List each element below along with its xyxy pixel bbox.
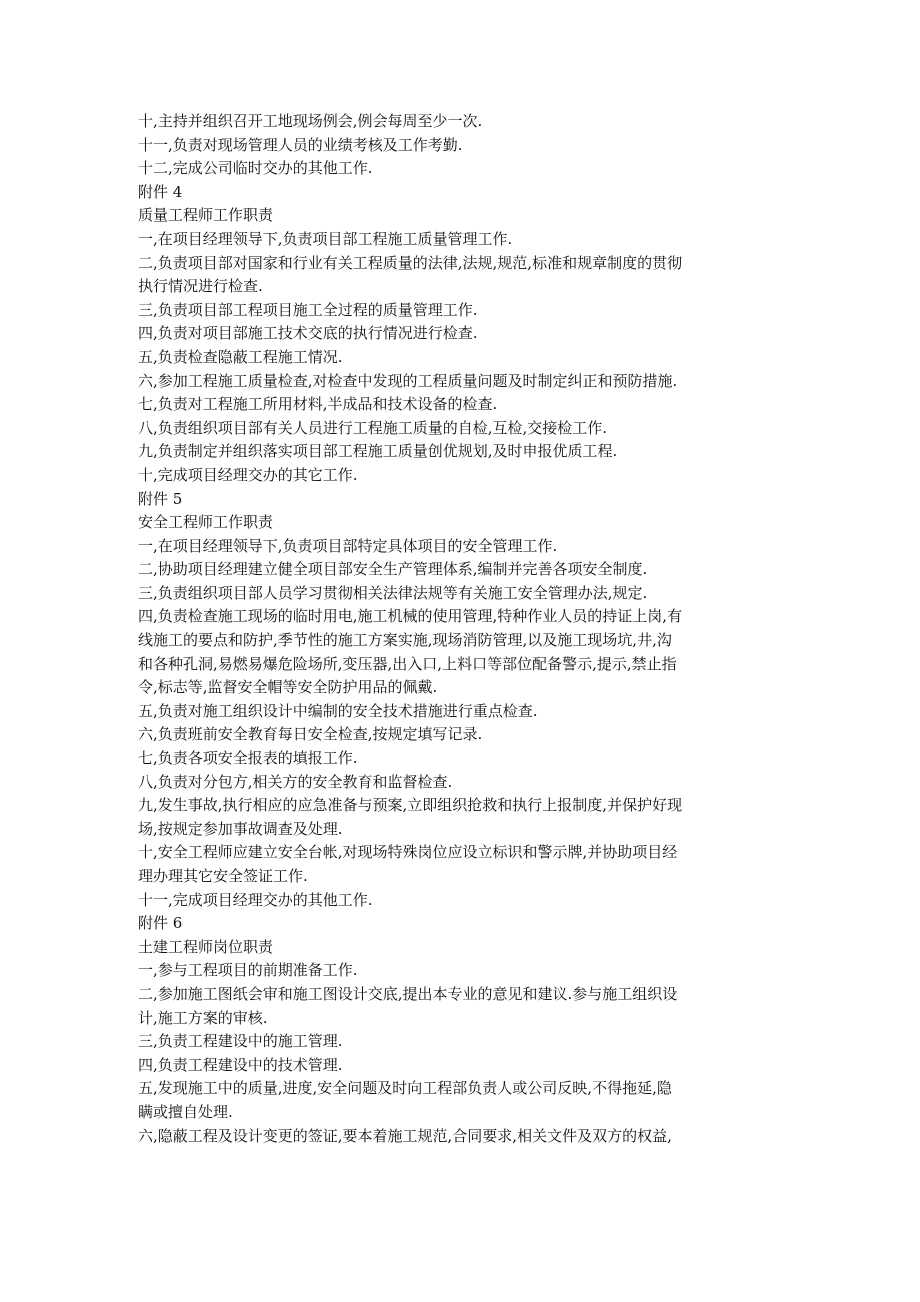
text-line: 六,隐蔽工程及设计变更的签证,要本着施工规范,合同要求,相关文件及双方的权益,: [138, 1126, 672, 1145]
text-line: 五,负责对施工组织设计中编制的安全技术措施进行重点检查.: [138, 701, 538, 720]
text-line: 一,参与工程项目的前期准备工作.: [138, 961, 358, 980]
text-line: 六,负责班前安全教育每日安全检查,按规定填写记录.: [138, 725, 483, 744]
text-line: 八,负责对分包方,相关方的安全教育和监督检查.: [138, 772, 453, 791]
text-line: 和各种孔洞,易燃易爆危险场所,变压器,出入口,上料口等部位配备警示,提示,禁止指: [138, 654, 677, 673]
text-line: 四,负责工程建设中的技术管理.: [138, 1055, 343, 1074]
appendix-label: 附件 6: [138, 914, 183, 933]
text-line: 十,完成项目经理交办的其它工作.: [138, 465, 358, 484]
text-line: 计,施工方案的审核.: [138, 1008, 268, 1027]
text-line: 执行情况进行检查.: [138, 277, 263, 296]
text-line: 三,负责工程建设中的施工管理.: [138, 1032, 343, 1051]
text-line: 七,负责对工程施工所用材料,半成品和技术设备的检查.: [138, 395, 498, 414]
appendix-label: 附件 5: [138, 489, 183, 508]
text-line: 令,标志等,监督安全帽等安全防护用品的佩戴.: [138, 678, 438, 697]
text-line: 七,负责各项安全报表的填报工作.: [138, 749, 358, 768]
text-line: 十一,完成项目经理交办的其他工作.: [138, 890, 373, 909]
text-line: 九,发生事故,执行相应的应急准备与预案,立即组织抢救和执行上报制度,并保护好现: [138, 796, 683, 815]
text-line: 三,负责组织项目部人员学习贯彻相关法律法规等有关施工安全管理办法,规定.: [138, 583, 648, 602]
text-line: 二,参加施工图纸会审和施工图设计交底,提出本专业的意见和建议.参与施工组织设: [138, 984, 678, 1003]
appendix-label: 附件 4: [138, 182, 183, 201]
text-line: 十,安全工程师应建立安全台帐,对现场特殊岗位应设立标识和警示牌,并协助项目经: [138, 843, 678, 862]
text-line: 一,在项目经理领导下,负责项目部特定具体项目的安全管理工作.: [138, 536, 558, 555]
text-line: 四,负责对项目部施工技术交底的执行情况进行检查.: [138, 324, 478, 343]
text-line: 三,负责项目部工程项目施工全过程的质量管理工作.: [138, 300, 478, 319]
text-line: 八,负责组织项目部有关人员进行工程施工质量的自检,互检,交接检工作.: [138, 418, 608, 437]
text-line: 五,负责检查隐蔽工程施工情况.: [138, 347, 343, 366]
text-line: 一,在项目经理领导下,负责项目部工程施工质量管理工作.: [138, 229, 513, 248]
section-title: 质量工程师工作职责: [138, 206, 274, 225]
text-line: 五,发现施工中的质量,进度,安全问题及时向工程部负责人或公司反映,不得拖延,隐: [138, 1079, 672, 1098]
text-line: 理办理其它安全签证工作.: [138, 867, 308, 885]
text-line: 线施工的要点和防护,季节性的施工方案实施,现场消防管理,以及施工现场坑,井,沟: [138, 631, 672, 650]
text-line: 二,负责项目部对国家和行业有关工程质量的法律,法规,规范,标准和规章制度的贯彻: [138, 253, 683, 272]
document-page: [138, 110, 788, 1148]
text-line: 六,参加工程施工质量检查,对检查中发现的工程质量问题及时制定纠正和预防措施.: [138, 371, 678, 390]
section-title: 土建工程师岗位职责: [138, 937, 274, 956]
text-line: 十二,完成公司临时交办的其他工作.: [138, 159, 373, 178]
section-title: 安全工程师工作职责: [138, 513, 274, 532]
text-line: 瞒或擅自处理.: [138, 1102, 233, 1121]
text-line: 场,按规定参加事故调查及处理.: [138, 819, 343, 838]
text-line: 九,负责制定并组织落实项目部工程施工质量创优规划,及时申报优质工程.: [138, 442, 618, 461]
text-line: 十,主持并组织召开工地现场例会,例会每周至少一次.: [138, 112, 483, 130]
text-line: 十一,负责对现场管理人员的业绩考核及工作考勤.: [138, 135, 463, 154]
text-line: 二,协助项目经理建立健全项目部安全生产管理体系,编制并完善各项安全制度.: [138, 560, 648, 579]
text-line: 四,负责检查施工现场的临时用电,施工机械的使用管理,特种作业人员的持证上岗,有: [138, 607, 683, 626]
